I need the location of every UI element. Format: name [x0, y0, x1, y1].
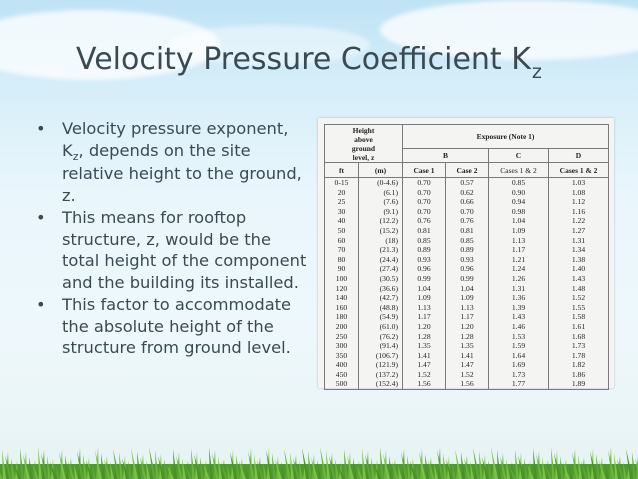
table-row — [325, 178, 609, 188]
table-row — [325, 293, 609, 303]
table-cell: 1.21 — [489, 255, 549, 265]
table-cell: 1.47 — [446, 360, 489, 370]
table-cell: 1.53 — [489, 332, 549, 342]
table-cell: 1.26 — [489, 274, 549, 284]
table-cell: 0.85 — [446, 236, 489, 246]
table-cell: 50 — [325, 226, 359, 236]
table-cell: (54.9) — [359, 312, 403, 322]
table-cell: 1.69 — [489, 360, 549, 370]
table-cell: 1.03 — [549, 178, 609, 188]
table-cell: 1.12 — [549, 197, 609, 207]
table-row — [325, 379, 609, 389]
table-cell: 1.68 — [549, 332, 609, 342]
table-cell: 60 — [325, 236, 359, 246]
table-cell: 0.90 — [489, 188, 549, 198]
table-cell: 1.64 — [489, 351, 549, 361]
bullet-dot-icon: • — [36, 295, 46, 314]
table-cell: (152.4) — [359, 379, 403, 389]
table-cell: (18) — [359, 236, 403, 246]
table-cell: 1.17 — [446, 312, 489, 322]
table-cell: (21.3) — [359, 245, 403, 255]
table-cell: 1.48 — [549, 284, 609, 294]
table-cell: (6.1) — [359, 188, 403, 198]
table-cell: 180 — [325, 312, 359, 322]
table-cell: 1.89 — [549, 379, 609, 389]
table-row — [325, 207, 609, 217]
table-cell: 1.56 — [403, 379, 446, 389]
table-cell: 80 — [325, 255, 359, 265]
table-cell: 1.56 — [446, 379, 489, 389]
table-row — [325, 197, 609, 207]
table-cell: 1.46 — [489, 322, 549, 332]
table-cell: 0.99 — [446, 274, 489, 284]
table-cell: 1.78 — [549, 351, 609, 361]
table-cell: 0.93 — [446, 255, 489, 265]
table-cell: 0.89 — [403, 245, 446, 255]
table-cell: 1.16 — [549, 207, 609, 217]
bullet-text: This means for rooftop structure, z, would be the total height of the component and the building its installed. — [62, 208, 307, 292]
table-cell: (7.6) — [359, 197, 403, 207]
table-cell: 450 — [325, 370, 359, 380]
bullet-list — [22, 118, 312, 360]
table-cell: (9.1) — [359, 207, 403, 217]
table-cell: 1.52 — [446, 370, 489, 380]
table-cell: 1.31 — [549, 236, 609, 246]
table-cell: 0.81 — [403, 226, 446, 236]
table-cell: 1.47 — [403, 360, 446, 370]
table-cell: 0-15 — [325, 178, 359, 188]
table-row — [325, 264, 609, 274]
table-cell: 1.13 — [446, 303, 489, 313]
table-cell: (42.7) — [359, 293, 403, 303]
table-cell: 500 — [325, 379, 359, 389]
table-cell: 1.41 — [403, 351, 446, 361]
table-cell: 0.57 — [446, 178, 489, 188]
table-cell: 1.31 — [489, 284, 549, 294]
table-cell: 1.59 — [489, 341, 549, 351]
slide-title-subscript: z — [531, 61, 542, 83]
exposure-header: Exposure (Note 1) — [403, 125, 609, 149]
ft-header: ft — [325, 163, 359, 178]
table-cell: 0.70 — [403, 188, 446, 198]
table-row — [325, 226, 609, 236]
table-cell: 1.43 — [549, 274, 609, 284]
kz-table-body — [325, 178, 609, 390]
table-cell: 1.22 — [549, 216, 609, 226]
table-cell: 1.52 — [549, 293, 609, 303]
table-cell: 1.24 — [489, 264, 549, 274]
table-row — [325, 341, 609, 351]
table-cell: 1.35 — [403, 341, 446, 351]
table-cell: 120 — [325, 284, 359, 294]
table-cell: 1.13 — [489, 236, 549, 246]
height-header: Height above ground level, z — [325, 125, 403, 163]
table-cell: 350 — [325, 351, 359, 361]
table-cell: 1.43 — [489, 312, 549, 322]
table-cell: (76.2) — [359, 332, 403, 342]
table-cell: 0.70 — [446, 207, 489, 217]
table-cell: 0.70 — [403, 178, 446, 188]
table-cell: 1.28 — [446, 332, 489, 342]
table-cell: 1.13 — [403, 303, 446, 313]
grass-decoration — [0, 440, 638, 479]
table-cell: 0.96 — [446, 264, 489, 274]
table-cell: 1.52 — [403, 370, 446, 380]
bullet-item — [22, 294, 312, 359]
table-cell: 0.99 — [403, 274, 446, 284]
table-cell: 1.17 — [489, 245, 549, 255]
table-row — [325, 236, 609, 246]
exposure-b-header: B — [403, 149, 489, 163]
table-cell: 70 — [325, 245, 359, 255]
table-cell: 400 — [325, 360, 359, 370]
table-cell: 1.20 — [403, 322, 446, 332]
table-cell: 1.28 — [403, 332, 446, 342]
bullet-item — [22, 207, 312, 293]
table-cell: (0-4.6) — [359, 178, 403, 188]
table-row — [325, 370, 609, 380]
table-row — [325, 274, 609, 284]
exposure-c-header: C — [489, 149, 549, 163]
exposure-d-header: D — [549, 149, 609, 163]
table-cell: 0.85 — [489, 178, 549, 188]
table-cell: 90 — [325, 264, 359, 274]
table-cell: 1.09 — [403, 293, 446, 303]
table-cell: 1.20 — [446, 322, 489, 332]
table-cell: 1.38 — [549, 255, 609, 265]
table-cell: 1.04 — [446, 284, 489, 294]
case1-header: Case 1 — [403, 163, 446, 178]
table-cell: 1.09 — [446, 293, 489, 303]
m-header: (m) — [359, 163, 403, 178]
table-cell: 0.94 — [489, 197, 549, 207]
table-cell: (48.8) — [359, 303, 403, 313]
table-cell: 0.70 — [403, 197, 446, 207]
table-cell: (27.4) — [359, 264, 403, 274]
table-cell: 1.73 — [489, 370, 549, 380]
table-cell: 160 — [325, 303, 359, 313]
table-cell: 0.76 — [403, 216, 446, 226]
table-cell: 300 — [325, 341, 359, 351]
table-cell: 1.36 — [489, 293, 549, 303]
table-cell: (15.2) — [359, 226, 403, 236]
table-cell: 1.41 — [446, 351, 489, 361]
table-cell: 1.08 — [549, 188, 609, 198]
table-row — [325, 312, 609, 322]
table-cell: (137.2) — [359, 370, 403, 380]
table-cell: (91.4) — [359, 341, 403, 351]
table-cell: (36.6) — [359, 284, 403, 294]
table-cell: 1.04 — [403, 284, 446, 294]
bullet-dot-icon: • — [36, 119, 46, 138]
table-cell: 40 — [325, 216, 359, 226]
table-cell: 1.39 — [489, 303, 549, 313]
table-cell: 1.27 — [549, 226, 609, 236]
table-cell: 1.77 — [489, 379, 549, 389]
table-cell: 0.93 — [403, 255, 446, 265]
bullet-dot-icon: • — [36, 208, 46, 227]
table-row — [325, 188, 609, 198]
table-cell: (106.7) — [359, 351, 403, 361]
table-cell: 0.89 — [446, 245, 489, 255]
bullet-text-continued: , depends on the site relative height to the ground, z. — [62, 140, 302, 205]
table-cell: 1.58 — [549, 312, 609, 322]
table-cell: 1.40 — [549, 264, 609, 274]
table-cell: 1.17 — [403, 312, 446, 322]
table-cell: 1.35 — [446, 341, 489, 351]
kz-table — [324, 124, 609, 390]
table-cell: 25 — [325, 197, 359, 207]
table-cell: (30.5) — [359, 274, 403, 284]
table-cell: (61.0) — [359, 322, 403, 332]
table-image — [318, 118, 614, 388]
table-cell: 140 — [325, 293, 359, 303]
table-cell: 0.98 — [489, 207, 549, 217]
table-row — [325, 245, 609, 255]
table-row — [325, 284, 609, 294]
table-row — [325, 332, 609, 342]
slide-title — [76, 42, 616, 83]
table-cell: 0.81 — [446, 226, 489, 236]
table-cell: 1.82 — [549, 360, 609, 370]
table-cell: 0.76 — [446, 216, 489, 226]
cases12-d-header: Cases 1 & 2 — [549, 163, 609, 178]
table-cell: 0.70 — [403, 207, 446, 217]
case2-header: Case 2 — [446, 163, 489, 178]
table-cell: 0.85 — [403, 236, 446, 246]
bullet-item — [22, 118, 312, 206]
slide-title-text: Velocity Pressure Coefficient K — [76, 42, 531, 77]
table-cell: 1.34 — [549, 245, 609, 255]
table-cell: 100 — [325, 274, 359, 284]
table-cell: 0.66 — [446, 197, 489, 207]
table-cell: 1.55 — [549, 303, 609, 313]
table-row — [325, 216, 609, 226]
table-cell: (24.4) — [359, 255, 403, 265]
table-row — [325, 360, 609, 370]
table-row — [325, 255, 609, 265]
table-cell: 30 — [325, 207, 359, 217]
table-cell: 1.04 — [489, 216, 549, 226]
table-cell: 1.61 — [549, 322, 609, 332]
cases12-c-header: Cases 1 & 2 — [489, 163, 549, 178]
table-cell: 0.96 — [403, 264, 446, 274]
bullet-text: Velocity pressure exponent, K — [62, 119, 289, 160]
table-cell: 0.62 — [446, 188, 489, 198]
table-cell: 200 — [325, 322, 359, 332]
table-cell: (121.9) — [359, 360, 403, 370]
table-cell: 1.73 — [549, 341, 609, 351]
table-cell: 250 — [325, 332, 359, 342]
table-cell: 20 — [325, 188, 359, 198]
table-row — [325, 322, 609, 332]
bullet-text: This factor to accommodate the absolute height of the structure from ground level. — [62, 295, 292, 357]
table-row — [325, 303, 609, 313]
table-cell: (12.2) — [359, 216, 403, 226]
table-cell: 1.09 — [489, 226, 549, 236]
bullet-subscript: z — [72, 149, 79, 163]
table-row — [325, 351, 609, 361]
table-cell: 1.86 — [549, 370, 609, 380]
